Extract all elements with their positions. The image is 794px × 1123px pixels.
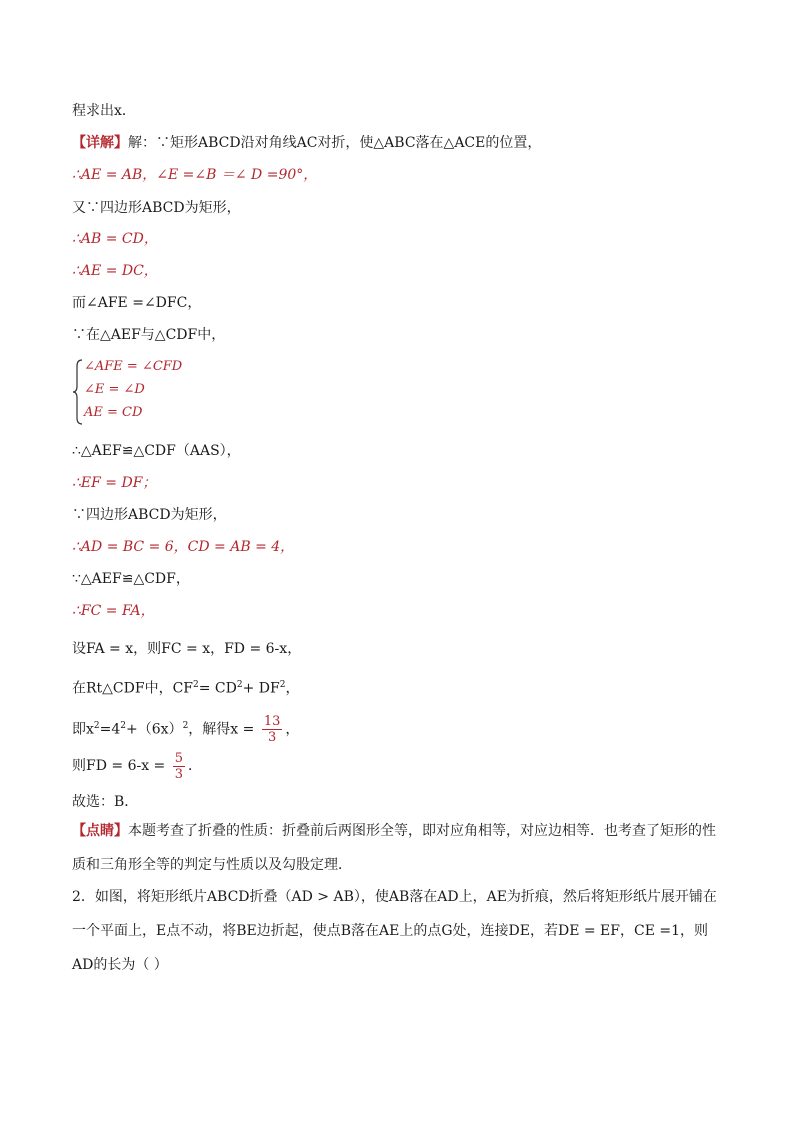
detail-heading-line bbox=[72, 133, 734, 153]
system-equation-3: AE = CD bbox=[84, 405, 143, 420]
comment-paragraph bbox=[72, 814, 724, 882]
proof-step: ∵△AEF≌△CDF， bbox=[72, 571, 190, 587]
proof-step: 又∵四边形ABCD为矩形， bbox=[72, 200, 241, 216]
left-brace-icon bbox=[72, 358, 84, 426]
fraction-13-3: $\frac{13}{3}$ bbox=[263, 714, 281, 746]
proof-step: ∴AB = CD， bbox=[72, 231, 158, 247]
pythagoras-step: 在Rt△CDF中，$CF^2= CD^2+ DF^2$， bbox=[72, 680, 300, 697]
system-equation-2: ∠E = ∠D bbox=[84, 382, 145, 397]
fraction-5-3: $\frac{5}{3}$ bbox=[174, 750, 184, 782]
comment-tag: 【点睛】 bbox=[72, 823, 128, 839]
system-equation-1: ∠AFE = ∠CFD bbox=[84, 359, 183, 374]
proof-step: ∴AE = AB，∠E =∠B ＝∠ D =90°， bbox=[72, 167, 318, 183]
equation-solve-step: 即$x^2=4^2+(6x)^2$，解得x = $\frac{13}{3}$ ， bbox=[72, 714, 300, 746]
detail-tag: 【详解】 bbox=[72, 135, 128, 151]
continuation-text: 程求出x． bbox=[72, 103, 136, 119]
comment-text: 本题考查了折叠的性质：折叠前后两图形全等，即对应角相等，对应边相等．也考查了矩形的性质和三角形全等的判定与性质以及勾股定理． bbox=[72, 823, 716, 873]
proof-step: ∵四边形ABCD为矩形， bbox=[72, 507, 227, 523]
proof-step: ∴FC = FA， bbox=[72, 603, 155, 619]
detail-text: 解：∵矩形ABCD沿对角线AC对折，使△ABC落在△ACE的位置， bbox=[128, 135, 542, 151]
proof-step: ∴AD = BC = 6，CD = AB = 4， bbox=[72, 539, 295, 555]
proof-step: ∵在△AEF与△CDF中， bbox=[72, 327, 226, 343]
proof-step: 设FA = x，则FC = x，FD = 6-x， bbox=[72, 641, 302, 657]
answer-line: 故选：B． bbox=[72, 794, 139, 810]
question-2-text: 2．如图，将矩形纸片ABCD折叠（AD > AB），使AB落在AD上，AE为折痕，然后将矩形纸片展开铺在一个平面上，E点不动，将BE边折起，使点B落在AE上的点G处，连接DE，若DE = EF，CE =1，则AD的长为（ ） bbox=[72, 889, 717, 973]
proof-step: 而∠AFE =∠DFC， bbox=[72, 295, 202, 311]
proof-step: ∴△AEF≌△CDF（AAS）， bbox=[72, 443, 241, 459]
result-step: 则FD = 6-x = $\frac{5}{3}$ ． bbox=[72, 750, 203, 782]
proof-step: ∴EF = DF； bbox=[72, 475, 157, 491]
proof-step: ∴AE = DC， bbox=[72, 263, 158, 279]
text-line bbox=[72, 101, 734, 121]
equation-system bbox=[72, 358, 272, 426]
